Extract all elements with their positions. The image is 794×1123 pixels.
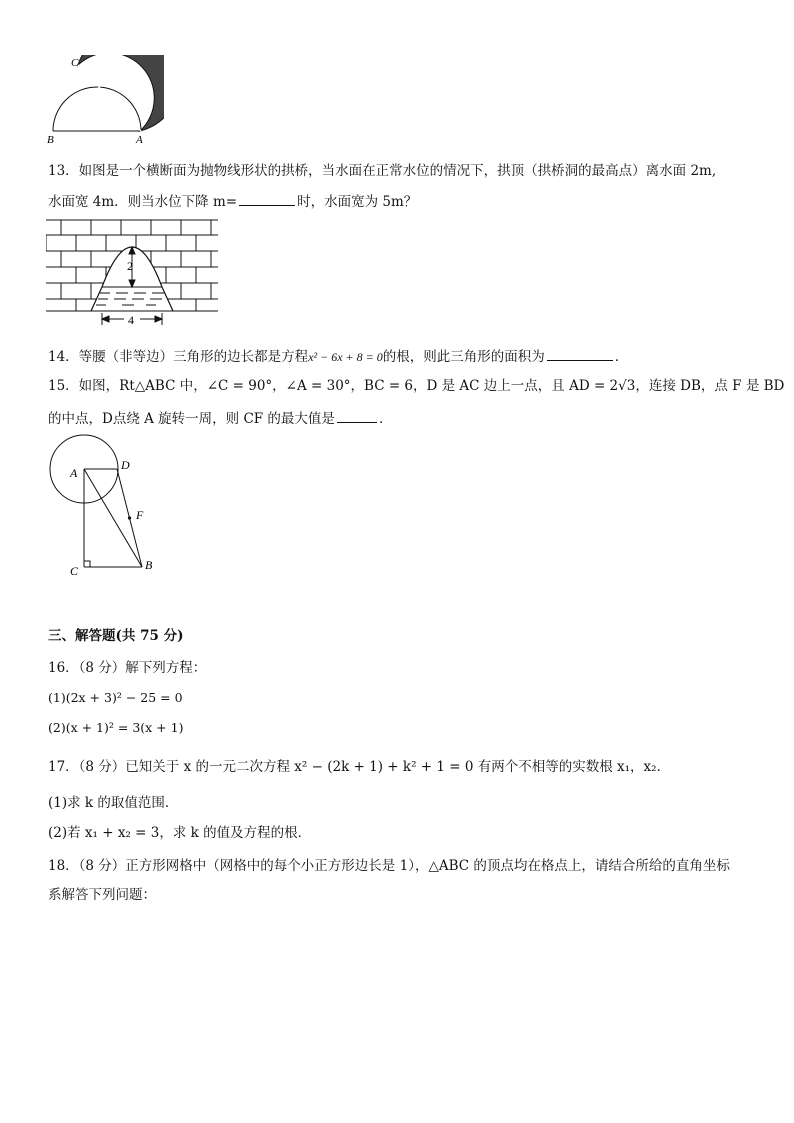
label-d: D	[121, 458, 130, 472]
q14-line	[48, 346, 628, 366]
q16-title: 16．（8 分）解下列方程：	[48, 660, 207, 676]
q15-line1: 15．如图，Rt△ABC 中，∠C = 90°，∠A = 30°，BC = 6，D 是 AC 边上一点，且 AD = 2√3，连接 DB，点 F 是 BD	[48, 378, 785, 394]
q17-title: 17．（8 分）已知关于 x 的一元二次方程 x² − (2k + 1) + k² + 1 = 0 有两个不相等的实数根 x₁，x₂．	[48, 759, 671, 775]
q13-answer-blank[interactable]	[239, 191, 295, 206]
crescent-figure	[44, 55, 164, 147]
point-f	[128, 516, 131, 519]
label-b2: B	[145, 558, 153, 572]
q13-text-post: 时，水面宽为 5m？	[297, 194, 418, 210]
q15-text-pre: 的中点，D点绕 A 旋转一周，则 CF 的最大值是	[48, 411, 335, 427]
label-c: C	[71, 57, 79, 69]
q14-text-end: ．	[614, 349, 629, 365]
water-surface	[96, 287, 164, 305]
q13-line2	[48, 191, 417, 211]
q14-answer-blank[interactable]	[547, 346, 613, 361]
q18-line2: 系解答下列问题：	[48, 887, 156, 903]
width-label: 4	[128, 313, 134, 327]
label-c2: C	[70, 564, 79, 578]
q13-text-pre: 水面宽 4m．则当水位下降 m=	[48, 194, 238, 210]
segment-ca	[78, 65, 141, 131]
crescent-shaded-region	[78, 55, 164, 131]
q14-equation: x² − 6x + 8 = 0	[308, 350, 383, 364]
q14-text-post: 的根，则此三角形的面积为	[382, 349, 545, 365]
height-label: 2	[127, 259, 133, 273]
q18-line1: 18．（8 分）正方形网格中（网格中的每个小正方形边长是 1），△ABC 的顶点均在格点上，请结合所给的直角坐标	[48, 858, 730, 874]
q15-line2	[48, 408, 392, 428]
rotation-figure	[44, 432, 174, 580]
q14-text-pre: 14．等腰（非等边）三角形的边长都是方程	[48, 349, 309, 365]
arch-bridge-figure	[46, 219, 218, 329]
label-a: A	[136, 134, 143, 146]
right-angle-mark	[84, 561, 90, 567]
q15-answer-blank[interactable]	[337, 408, 377, 423]
q13-line1: 13．如图是一个横断面为抛物线形状的拱桥，当水面在正常水位的情况下，拱顶（拱桥洞的最高点）离水面 2m,	[48, 163, 717, 179]
label-b: B	[47, 134, 54, 146]
q16-part1: (1)(2x + 3)² − 25 = 0	[48, 690, 183, 705]
segment-ab	[84, 469, 142, 567]
label-a2: A	[70, 466, 78, 480]
section-title: 三、解答题(共 75 分)	[48, 628, 184, 644]
q16-part2: (2)(x + 1)² = 3(x + 1)	[48, 720, 184, 735]
inner-arc	[53, 87, 141, 131]
label-f: F	[136, 508, 144, 522]
q17-part1: (1)求 k 的取值范围．	[48, 795, 179, 811]
q15-text-post: ．	[378, 411, 393, 427]
q17-part2: (2)若 x₁ + x₂ = 3，求 k 的值及方程的根．	[48, 825, 312, 841]
